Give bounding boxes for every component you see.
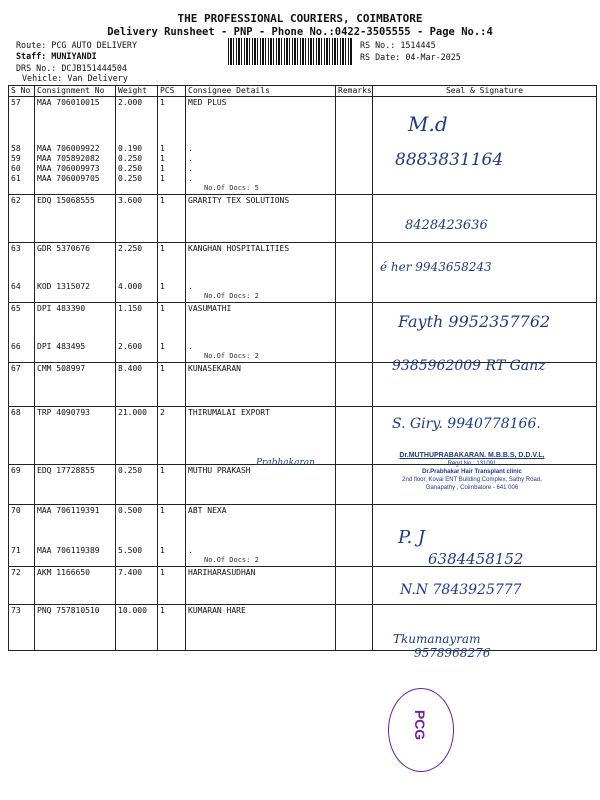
cell-text: 1 (160, 342, 165, 351)
cell-text: 1 (160, 364, 165, 373)
seal-text: PCG (412, 709, 429, 741)
cell-text: 21.000 (118, 408, 147, 417)
cell-consignee (186, 505, 336, 567)
docs-count: No.Of Docs: 2 (204, 292, 259, 300)
docs-count: No.Of Docs: 2 (204, 352, 259, 360)
cell-text: KANGHAN HOSPITALITIES (188, 244, 290, 253)
cell-text: 0.190 (118, 144, 143, 153)
cell-consignee (186, 465, 336, 505)
cell-remarks (336, 605, 373, 651)
cell-remarks (336, 243, 373, 303)
stamp-line-4: 2nd floor, Kovai ENT Building Complex, Sathy Road, (402, 477, 542, 483)
cell-text: GRARITY TEX SOLUTIONS (188, 196, 290, 205)
cell-consignment (35, 303, 116, 363)
cell-consignment (35, 243, 116, 303)
cell-sno (9, 243, 35, 303)
cell-sno (9, 567, 35, 605)
cell-text: 63 (11, 244, 21, 253)
cell-sno (9, 505, 35, 567)
cell-remarks (336, 195, 373, 243)
cell-weight (116, 303, 158, 363)
doctor-stamp (382, 452, 562, 492)
cell-text: 1 (160, 506, 165, 515)
cell-text: 8.400 (118, 364, 143, 373)
signature-68: S. Giry. 9940778166. (392, 416, 541, 432)
cell-consignment (35, 407, 116, 465)
cell-text: . (188, 164, 193, 173)
cell-weight (116, 567, 158, 605)
cell-remarks (336, 97, 373, 195)
col-sno: S No (9, 86, 35, 97)
cell-sno (9, 97, 35, 195)
cell-pcs (158, 243, 186, 303)
pcg-seal (388, 688, 454, 772)
col-seal: Seal & Signature (373, 86, 597, 97)
cell-pcs (158, 567, 186, 605)
cell-weight (116, 605, 158, 651)
cell-text: MAA 706009705 (37, 174, 100, 183)
cell-text: ABT NEXA (188, 506, 227, 515)
company-title: THE PROFESSIONAL COURIERS, COIMBATORE (177, 12, 423, 25)
route-label: Route: PCG AUTO DELIVERY (16, 40, 138, 50)
cell-text: . (188, 282, 193, 291)
cell-pcs (158, 97, 186, 195)
cell-text: 1 (160, 568, 165, 577)
phone-73: 9578968276 (414, 646, 491, 660)
cell-text: 1 (160, 282, 165, 291)
cell-text: 2.600 (118, 342, 143, 351)
cell-text: 1 (160, 606, 165, 615)
col-pcs: PCS (158, 86, 186, 97)
cell-text: 7.400 (118, 568, 143, 577)
cell-consignee (186, 303, 336, 363)
cell-pcs (158, 195, 186, 243)
cell-text: 1 (160, 244, 165, 253)
cell-text: 64 (11, 282, 21, 291)
cell-text: DPI 483495 (37, 342, 86, 351)
signature-65: Fayth 9952357762 (398, 312, 551, 331)
cell-text: KOD 1315072 (37, 282, 90, 291)
cell-text: . (188, 174, 193, 183)
cell-consignee (186, 407, 336, 465)
cell-text: 72 (11, 568, 21, 577)
cell-text: THIRUMALAI EXPORT (188, 408, 270, 417)
cell-text: KUNASEKARAN (188, 364, 241, 373)
phone-62: 8428423636 (405, 218, 488, 233)
cell-text: 0.250 (118, 174, 143, 183)
col-weight: Weight (116, 86, 158, 97)
stamp-line-3: Dr.Prabhakar Hair Transplant clinic (422, 469, 522, 475)
cell-text: 1 (160, 304, 165, 313)
cell-text: 1 (160, 174, 165, 183)
cell-text: 2.000 (118, 98, 143, 107)
cell-weight (116, 243, 158, 303)
drs-label: DRS No.: DCJB151444504 (16, 63, 127, 73)
cell-text: 1 (160, 98, 165, 107)
cell-consignee (186, 195, 336, 243)
cell-remarks (336, 505, 373, 567)
barcode (228, 38, 352, 65)
cell-sno (9, 303, 35, 363)
cell-sno (9, 407, 35, 465)
cell-weight (116, 465, 158, 505)
cell-text: 68 (11, 408, 21, 417)
cell-weight (116, 363, 158, 407)
table-header-row (9, 86, 597, 97)
cell-text: MAA 706010015 (37, 98, 100, 107)
cell-text: HARIHARASUDHAN (188, 568, 256, 577)
cell-remarks (336, 303, 373, 363)
cell-text: 61 (11, 174, 21, 183)
cell-pcs (158, 407, 186, 465)
cell-consignment (35, 97, 116, 195)
signature-67: 9385962009 RT Ganz (392, 358, 546, 374)
cell-pcs (158, 605, 186, 651)
cell-pcs (158, 505, 186, 567)
cell-text: MAA 706119391 (37, 506, 100, 515)
cell-consignment (35, 505, 116, 567)
stamp-line-1: Dr.MUTHUPRABAKARAN. M.B.B.S, D.D.V.L, (399, 452, 545, 459)
cell-pcs (158, 363, 186, 407)
cell-text: . (188, 342, 193, 351)
cell-pcs (158, 303, 186, 363)
cell-text: AKM 1166650 (37, 568, 90, 577)
col-consignment: Consignment No (35, 86, 116, 97)
table-row (9, 605, 597, 651)
rs-number: RS No.: 1514445 (360, 40, 436, 50)
cell-consignee (186, 243, 336, 303)
signature-63: é her 9943658243 (380, 260, 492, 274)
cell-text: . (188, 546, 193, 555)
cell-remarks (336, 363, 373, 407)
docs-count: No.Of Docs: 5 (204, 184, 259, 192)
cell-text: 60 (11, 164, 21, 173)
cell-consignee (186, 567, 336, 605)
cell-text: EDQ 15068555 (37, 196, 95, 205)
cell-text: 66 (11, 342, 21, 351)
cell-consignee (186, 363, 336, 407)
phone-70: 6384458152 (428, 550, 524, 568)
cell-text: MAA 706009922 (37, 144, 100, 153)
cell-text: 62 (11, 196, 21, 205)
col-consignee: Consignee Details (186, 86, 336, 97)
cell-weight (116, 195, 158, 243)
table-row (9, 195, 597, 243)
cell-text: 59 (11, 154, 21, 163)
cell-text: MAA 706119389 (37, 546, 100, 555)
cell-text: 5.500 (118, 546, 143, 555)
cell-text: KUMARAN HARE (188, 606, 246, 615)
cell-text: 2 (160, 408, 165, 417)
cell-text: 57 (11, 98, 21, 107)
cell-text: 3.600 (118, 196, 143, 205)
staff-label: Staff: MUNIYANDI (16, 51, 97, 61)
cell-consignment (35, 195, 116, 243)
cell-text: CMM 508997 (37, 364, 86, 373)
cell-sno (9, 195, 35, 243)
cell-seal (373, 97, 597, 195)
signature-73: Tkumanayram (393, 632, 481, 646)
cell-text: 0.250 (118, 154, 143, 163)
cell-text: PNQ 757810510 (37, 606, 100, 615)
cell-sno (9, 465, 35, 505)
cell-text: 10.000 (118, 606, 147, 615)
cell-text: 65 (11, 304, 21, 313)
cell-text: 0.500 (118, 506, 143, 515)
cell-text: GDR 5370676 (37, 244, 90, 253)
cell-text: DPI 483390 (37, 304, 86, 313)
runsheet-subtitle: Delivery Runsheet - PNP - Phone No.:0422-3505555 - Page No.:4 (107, 26, 493, 38)
note-69: Prabhakaran (256, 458, 315, 468)
cell-weight (116, 97, 158, 195)
cell-text: MAA 705892082 (37, 154, 100, 163)
cell-text: 67 (11, 364, 21, 373)
cell-text: 4.000 (118, 282, 143, 291)
cell-text: 1 (160, 154, 165, 163)
cell-text: 1.150 (118, 304, 143, 313)
cell-text: 58 (11, 144, 21, 153)
cell-text: 2.250 (118, 244, 143, 253)
stamp-line-2: Regd No : 131091 (447, 461, 497, 467)
signature-72: N.N 7843925777 (400, 582, 522, 598)
cell-remarks (336, 465, 373, 505)
cell-text: . (188, 154, 193, 163)
cell-sno (9, 605, 35, 651)
cell-text: 1 (160, 546, 165, 555)
cell-sno (9, 363, 35, 407)
rs-date: RS Date: 04-Mar-2025 (360, 52, 461, 62)
docs-count: No.Of Docs: 2 (204, 556, 259, 564)
cell-text: 69 (11, 466, 21, 475)
cell-text: EDQ 17728855 (37, 466, 95, 475)
col-remarks: Remarks (336, 86, 373, 97)
cell-pcs (158, 465, 186, 505)
cell-text: TRP 4090793 (37, 408, 90, 417)
stamp-line-5: Ganapathy , Coimbatore - 641 006 (425, 485, 519, 491)
cell-weight (116, 505, 158, 567)
cell-weight (116, 407, 158, 465)
cell-text: MED PLUS (188, 98, 227, 107)
phone-57: 8883831164 (395, 150, 504, 170)
cell-remarks (336, 407, 373, 465)
table-row (9, 243, 597, 303)
cell-consignment (35, 605, 116, 651)
cell-text: 73 (11, 606, 21, 615)
cell-text: 1 (160, 144, 165, 153)
cell-text: 1 (160, 466, 165, 475)
cell-consignment (35, 465, 116, 505)
cell-text: MAA 706009973 (37, 164, 100, 173)
cell-text: 1 (160, 196, 165, 205)
signature-70: P. J (398, 527, 426, 548)
cell-consignee (186, 605, 336, 651)
cell-text: 70 (11, 506, 21, 515)
cell-text: 71 (11, 546, 21, 555)
cell-text: . (188, 144, 193, 153)
cell-text: VASUMATHI (188, 304, 232, 313)
vehicle-label: Vehicle: Van Delivery (22, 73, 128, 83)
table-row (9, 97, 597, 195)
cell-consignment (35, 363, 116, 407)
signature-57: M.d (408, 112, 448, 136)
cell-text: 0.250 (118, 164, 143, 173)
cell-consignee (186, 97, 336, 195)
cell-consignment (35, 567, 116, 605)
cell-text: MUTHU PRAKASH (188, 466, 251, 475)
cell-text: 1 (160, 164, 165, 173)
cell-text: 0.250 (118, 466, 143, 475)
cell-remarks (336, 567, 373, 605)
